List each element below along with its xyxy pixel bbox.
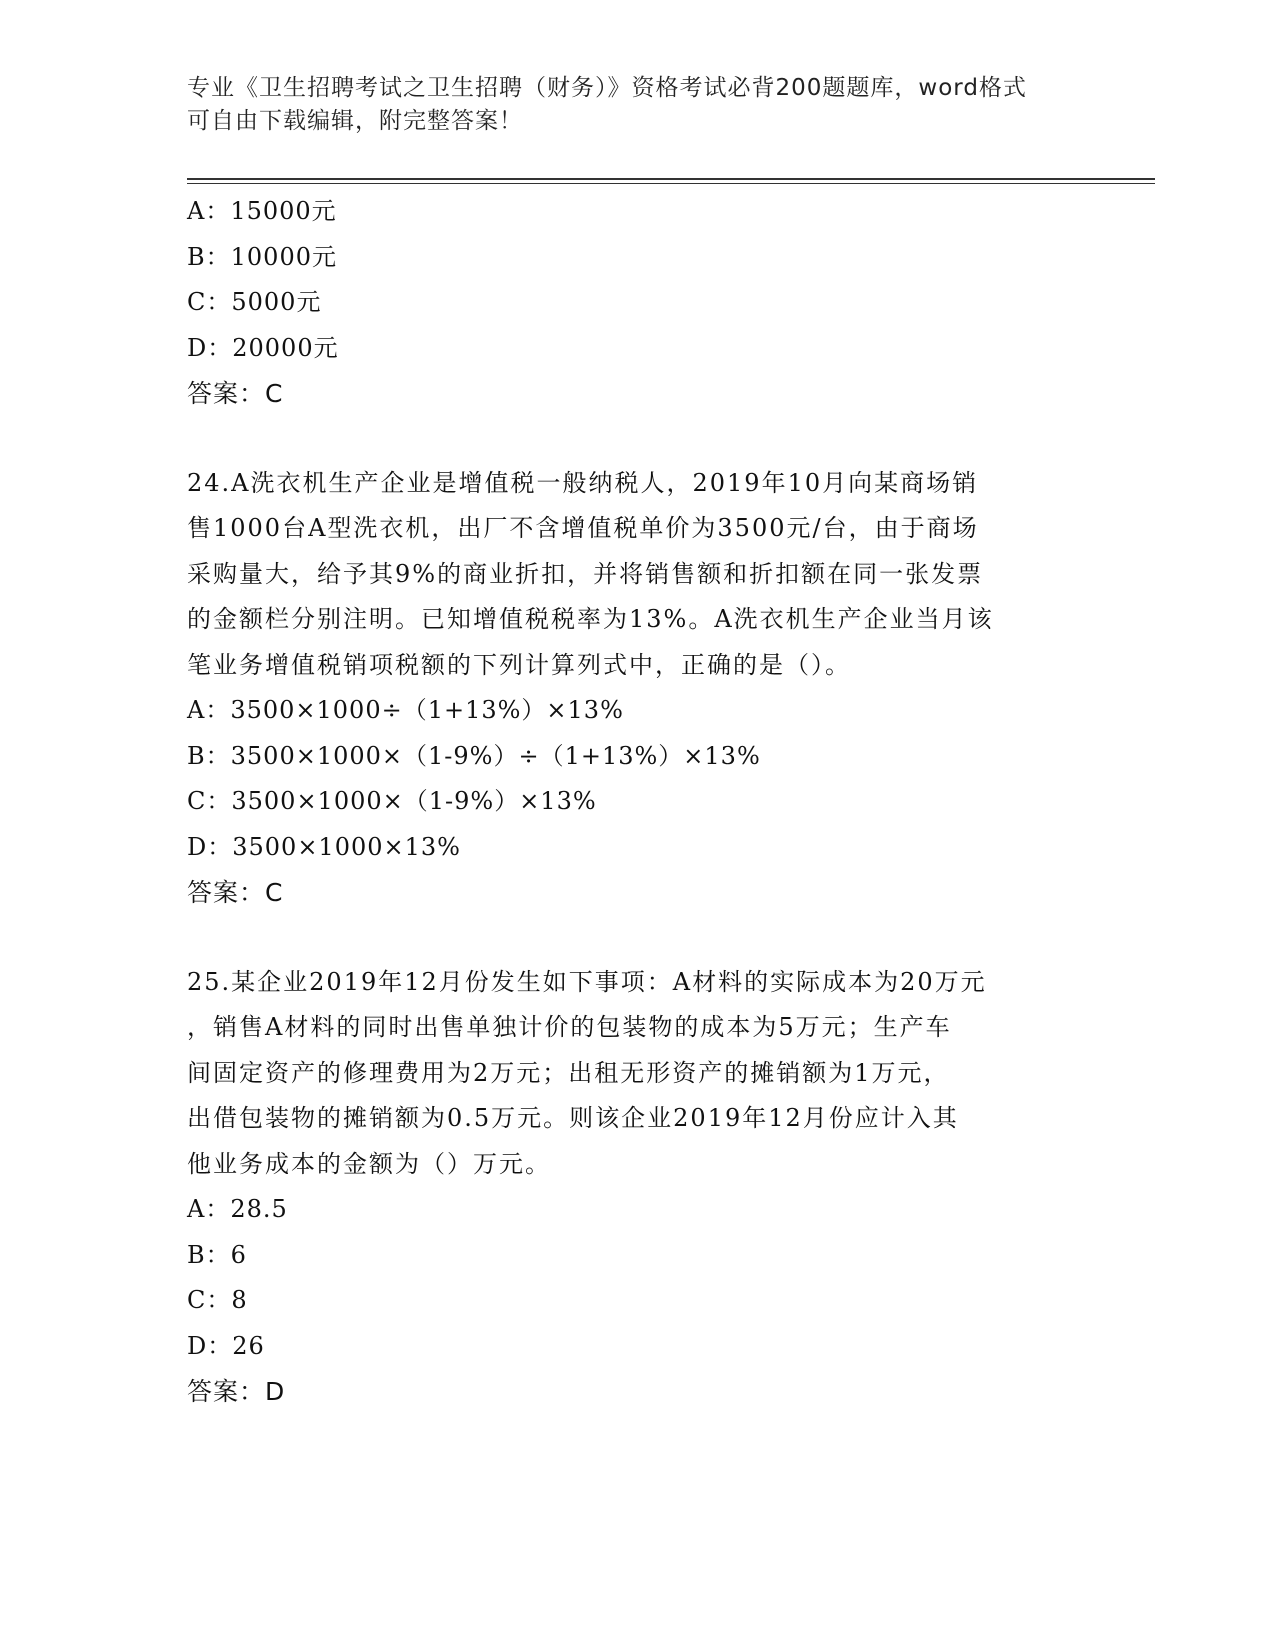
question-23-option-a: A：15000元 bbox=[187, 197, 337, 225]
question-25-option-c: C：8 bbox=[187, 1286, 248, 1314]
question-23-option-c: C：5000元 bbox=[187, 288, 322, 316]
question-23 bbox=[187, 189, 1087, 417]
document-header bbox=[187, 72, 1087, 138]
question-25-stem-line: ，销售A材料的同时出售单独计价的包装物的成本为5万元；生产车 bbox=[187, 1013, 952, 1041]
question-25-stem-line: 他业务成本的金额为（）万元。 bbox=[187, 1149, 551, 1178]
question-spacer bbox=[187, 417, 1087, 461]
question-24-option-d: D：3500×1000×13% bbox=[187, 832, 461, 861]
question-25-stem-line: 出借包装物的摊销额为0.5万元。则该企业2019年12月份应计入其 bbox=[187, 1104, 959, 1132]
header-divider-thin bbox=[187, 183, 1155, 184]
document-body bbox=[187, 189, 1087, 1415]
header-title-line-2: 可自由下载编辑，附完整答案！ bbox=[187, 108, 523, 134]
question-25-option-d: D：26 bbox=[187, 1331, 265, 1360]
question-25 bbox=[187, 960, 1087, 1415]
question-24-stem-line: 售1000台A型洗衣机，出厂不含增值税单价为3500元/台，由于商场 bbox=[187, 514, 979, 542]
question-25-stem-line: 间固定资产的修理费用为2万元；出租无形资产的摊销额为1万元， bbox=[187, 1058, 950, 1087]
question-25-answer: 答案：D bbox=[187, 1377, 286, 1406]
question-24-stem-line: 24.A洗衣机生产企业是增值税一般纳税人，2019年10月向某商场销 bbox=[187, 468, 979, 497]
question-23-option-b: B：10000元 bbox=[187, 242, 337, 271]
question-24-answer: 答案：C bbox=[187, 878, 284, 907]
question-24-option-a: A：3500×1000÷（1+13%）×13% bbox=[187, 696, 624, 724]
question-23-option-d: D：20000元 bbox=[187, 333, 339, 362]
question-spacer bbox=[187, 916, 1087, 960]
question-25-stem-line: 25.某企业2019年12月份发生如下事项：A材料的实际成本为20万元 bbox=[187, 967, 987, 996]
question-25-option-a: A：28.5 bbox=[187, 1195, 288, 1223]
question-24 bbox=[187, 461, 1087, 916]
question-24-stem-line: 的金额栏分别注明。已知增值税税率为13%。A洗衣机生产企业当月该 bbox=[187, 605, 994, 633]
question-24-option-c: C：3500×1000×（1-9%）×13% bbox=[187, 787, 597, 815]
question-24-option-b: B：3500×1000×（1-9%）÷（1+13%）×13% bbox=[187, 741, 761, 770]
header-divider-thick bbox=[187, 178, 1155, 180]
header-title-line-1: 专业《卫生招聘考试之卫生招聘（财务）》资格考试必背200题题库，word格式 bbox=[187, 75, 1027, 101]
question-23-answer: 答案：C bbox=[187, 379, 284, 408]
question-24-stem-line: 笔业务增值税销项税额的下列计算列式中，正确的是（）。 bbox=[187, 650, 851, 679]
question-25-option-b: B：6 bbox=[187, 1240, 247, 1269]
question-24-stem-line: 采购量大，给予其9%的商业折扣，并将销售额和折扣额在同一张发票 bbox=[187, 559, 984, 588]
